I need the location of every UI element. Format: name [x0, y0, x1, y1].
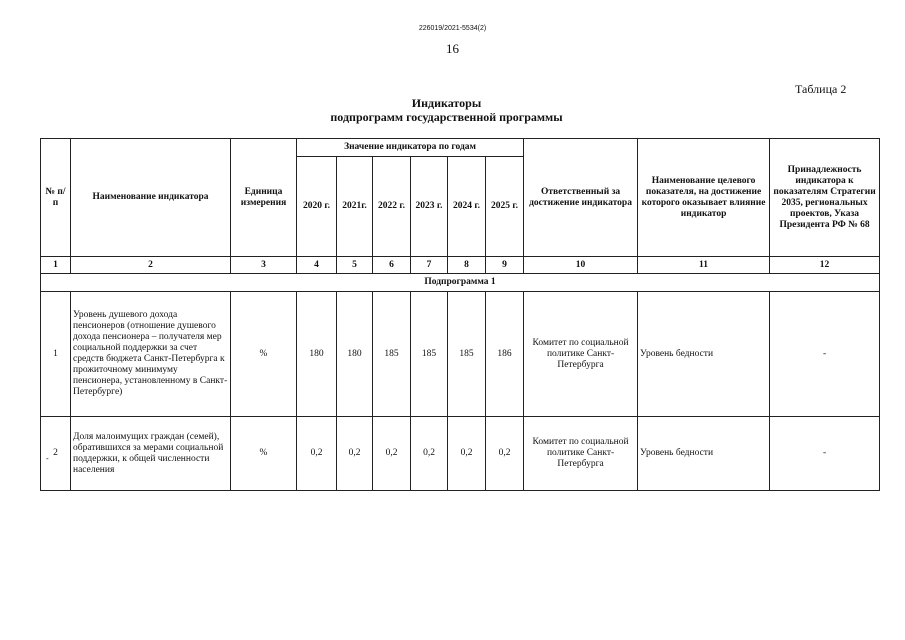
header-name: Наименование индикатора — [71, 139, 231, 257]
row-indicator-name: Доля малоимущих граждан (семей), обратившихся за мерами социальной поддержки, к общей численности населения — [71, 417, 231, 491]
row-num: 2 — [41, 417, 71, 491]
header-year: 2024 г. — [448, 157, 486, 257]
column-number: 5 — [337, 257, 373, 274]
column-number: 8 — [448, 257, 486, 274]
column-number: 10 — [524, 257, 638, 274]
document-id: 226019/2021-5534(2) — [418, 25, 487, 32]
row-value: 0,2 — [337, 417, 373, 491]
column-number: 6 — [373, 257, 411, 274]
row-value: 186 — [486, 292, 524, 417]
header-year: 2023 г. — [411, 157, 448, 257]
column-number: 4 — [297, 257, 337, 274]
column-number-row — [41, 257, 880, 274]
row-num: 1 — [41, 292, 71, 417]
indicators-table — [40, 138, 880, 491]
header-num: № п/п — [41, 139, 71, 257]
row-value: 185 — [373, 292, 411, 417]
row-value: 185 — [411, 292, 448, 417]
header-strategy: Принадлежность индикатора к показателям Стратегии 2035, региональных проектов, Указа Президента РФ № 68 — [770, 139, 880, 257]
subprogram-row — [41, 274, 880, 292]
row-indicator-name: Уровень душевого дохода пенсионеров (отношение душевого дохода пенсионера – получателя мер социальной поддержки за счет средств бюджета Санкт-Петербурга к прожиточному минимуму пенсионера, установленному в Санкт-Петербурге) — [71, 292, 231, 417]
row-unit: % — [231, 417, 297, 491]
header-year: 2025 г. — [486, 157, 524, 257]
header-unit: Единица измерения — [231, 139, 297, 257]
stray-dash-mark: - — [46, 454, 49, 463]
row-value: 0,2 — [373, 417, 411, 491]
row-strategy: - — [770, 417, 880, 491]
subprogram-title: Подпрограмма 1 — [41, 274, 880, 292]
row-value: 0,2 — [411, 417, 448, 491]
column-number: 12 — [770, 257, 880, 274]
table-row — [41, 292, 880, 417]
column-number: 7 — [411, 257, 448, 274]
row-value: 180 — [337, 292, 373, 417]
row-target: Уровень бедности — [638, 417, 770, 491]
column-number: 1 — [41, 257, 71, 274]
column-number: 11 — [638, 257, 770, 274]
row-value: 0,2 — [297, 417, 337, 491]
row-responsible: Комитет по социальной политике Санкт-Петербурга — [524, 292, 638, 417]
row-value: 180 — [297, 292, 337, 417]
row-unit: % — [231, 292, 297, 417]
row-value: 0,2 — [486, 417, 524, 491]
header-target: Наименование целевого показателя, на достижение которого оказывает влияние индикатор — [638, 139, 770, 257]
row-target: Уровень бедности — [638, 292, 770, 417]
column-number: 3 — [231, 257, 297, 274]
row-responsible: Комитет по социальной политике Санкт-Петербурга — [524, 417, 638, 491]
column-number: 9 — [486, 257, 524, 274]
header-year: 2021г. — [337, 157, 373, 257]
title-line-1: Индикаторы — [411, 96, 482, 110]
column-number: 2 — [71, 257, 231, 274]
header-year: 2022 г. — [373, 157, 411, 257]
header-responsible: Ответственный за достижение индикатора — [524, 139, 638, 257]
table-title — [0, 96, 893, 124]
row-value: 0,2 — [448, 417, 486, 491]
row-value: 185 — [448, 292, 486, 417]
table-row — [41, 417, 880, 491]
title-line-2: подпрограмм государственной программы — [330, 110, 563, 124]
page-number: 16 — [446, 41, 459, 56]
table-label: Таблица 2 — [795, 82, 847, 96]
header-year: 2020 г. — [297, 157, 337, 257]
row-strategy: - — [770, 292, 880, 417]
header-values-group: Значение индикатора по годам — [297, 139, 524, 157]
